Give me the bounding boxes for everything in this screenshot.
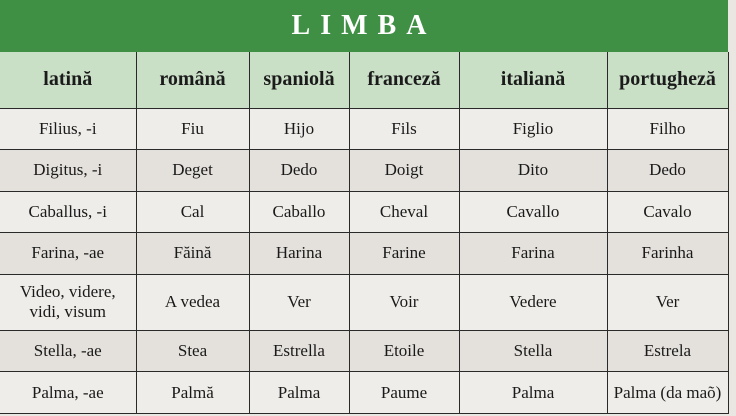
- table-cell: Fiu: [136, 108, 249, 150]
- table-cell: Fils: [349, 108, 459, 150]
- table-cell: Cal: [136, 191, 249, 233]
- table-cell: Harina: [249, 233, 349, 275]
- table-cell: Digitus, -i: [0, 150, 136, 192]
- table-cell: Stella: [459, 330, 607, 372]
- table-cell: Caballo: [249, 191, 349, 233]
- table-cell: Filho: [607, 108, 728, 150]
- table-cell: Caballus, -i: [0, 191, 136, 233]
- table-cell: Vedere: [459, 274, 607, 330]
- table-cell: Stea: [136, 330, 249, 372]
- table-cell: Palma: [249, 372, 349, 414]
- table-cell: Stella, -ae: [0, 330, 136, 372]
- language-comparison-table: [0, 52, 729, 414]
- column-header-latin: latină: [0, 52, 136, 108]
- table-cell: Estrela: [607, 330, 728, 372]
- table-cell: Etoile: [349, 330, 459, 372]
- column-header-french: franceză: [349, 52, 459, 108]
- table-cell: Farine: [349, 233, 459, 275]
- column-header-portuguese: portugheză: [607, 52, 728, 108]
- table-cell: Cavalo: [607, 191, 728, 233]
- table-cell: Palma (da maõ): [607, 372, 728, 414]
- table-cell: Farinha: [607, 233, 728, 275]
- table-row: [0, 108, 728, 150]
- table-cell: Farina, -ae: [0, 233, 136, 275]
- column-header-row: [0, 52, 728, 108]
- table-cell: Deget: [136, 150, 249, 192]
- table-cell: Palma, -ae: [0, 372, 136, 414]
- table-title: LIMBA: [0, 0, 728, 52]
- table-cell: Doigt: [349, 150, 459, 192]
- table-cell: Dedo: [249, 150, 349, 192]
- table-cell: Video, videre, vidi, visum: [0, 274, 136, 330]
- table-cell: Hijo: [249, 108, 349, 150]
- table-row: [0, 274, 728, 330]
- table-row: [0, 330, 728, 372]
- table-cell: Făină: [136, 233, 249, 275]
- table-cell: Ver: [249, 274, 349, 330]
- column-header-spanish: spaniolă: [249, 52, 349, 108]
- table-cell: Palmă: [136, 372, 249, 414]
- table-cell: Paume: [349, 372, 459, 414]
- table-cell: Figlio: [459, 108, 607, 150]
- table-cell: Farina: [459, 233, 607, 275]
- table-row: [0, 191, 728, 233]
- table-cell: Dedo: [607, 150, 728, 192]
- table-row: [0, 233, 728, 275]
- column-header-romanian: română: [136, 52, 249, 108]
- table-row: [0, 150, 728, 192]
- table-row: [0, 372, 728, 414]
- table-cell: Voir: [349, 274, 459, 330]
- column-header-italian: italiană: [459, 52, 607, 108]
- table-cell: Ver: [607, 274, 728, 330]
- table-cell: Cavallo: [459, 191, 607, 233]
- table-cell: Cheval: [349, 191, 459, 233]
- table-cell: Filius, -i: [0, 108, 136, 150]
- table-cell: Palma: [459, 372, 607, 414]
- table-cell: A vedea: [136, 274, 249, 330]
- table-cell: Estrella: [249, 330, 349, 372]
- table-cell: Dito: [459, 150, 607, 192]
